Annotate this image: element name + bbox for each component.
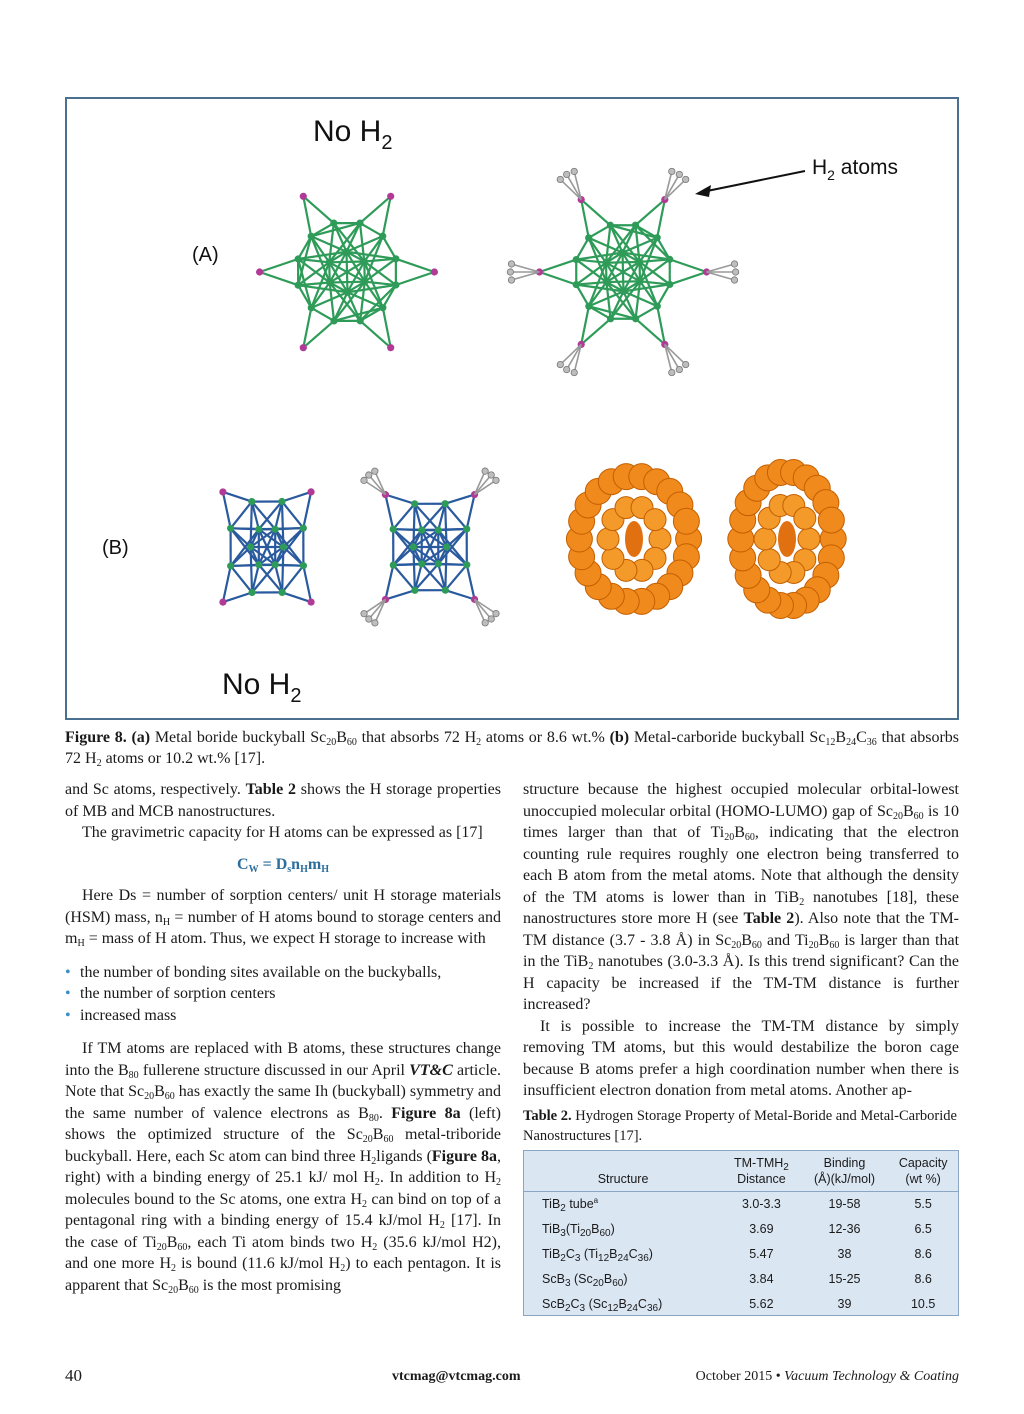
atom — [418, 527, 425, 534]
h2-atom — [508, 261, 514, 267]
h2-atom — [493, 477, 499, 483]
bond — [467, 495, 475, 529]
bond — [539, 272, 576, 285]
h2-bond — [707, 272, 735, 280]
atom — [607, 315, 614, 322]
homo-orbital-blob — [566, 464, 701, 615]
cell-binding: 19-58 — [828, 1196, 861, 1211]
atom — [308, 233, 315, 240]
panel-a-label: (A) — [192, 244, 219, 266]
atom — [326, 259, 333, 266]
h2-atom — [683, 361, 689, 367]
atom — [463, 525, 470, 532]
page-number: 40 — [65, 1366, 82, 1385]
header-capacity: Capacity (wt %) — [888, 1151, 958, 1191]
atom — [356, 220, 363, 227]
header-binding: Binding (Å)(kJ/mol) — [801, 1151, 889, 1191]
orbital-lobe — [794, 507, 816, 529]
atom — [392, 255, 399, 262]
atom — [411, 500, 418, 507]
atom — [390, 561, 397, 568]
atom — [603, 278, 610, 285]
atom — [387, 193, 394, 200]
no-h2-bottom-label: No $H_2$ — [222, 668, 302, 707]
bond — [385, 495, 393, 530]
h2-atom — [563, 171, 569, 177]
footer-bullet: • — [775, 1369, 781, 1384]
atom — [585, 234, 592, 241]
atom — [255, 561, 262, 568]
bond — [393, 529, 438, 530]
h2-arrow-line — [707, 171, 805, 191]
footer-date: October 2015 — [695, 1369, 773, 1384]
atom — [620, 288, 627, 295]
atom — [272, 526, 279, 533]
orbital-lobe — [602, 547, 624, 569]
bond — [396, 272, 435, 285]
h2-atom — [676, 366, 682, 372]
cell-binding: 39 — [837, 1296, 852, 1311]
atom — [654, 303, 661, 310]
bond — [251, 547, 252, 593]
header-distance: $TM-TMH_2$ Distance — [722, 1151, 801, 1191]
atom — [280, 543, 287, 550]
bond — [393, 504, 414, 529]
sc12b24c36-cage — [219, 488, 314, 605]
bond — [329, 261, 364, 262]
orbital-lobe — [649, 528, 671, 550]
atom — [435, 560, 442, 567]
orbital-lobe — [673, 508, 699, 534]
atom — [227, 562, 234, 569]
bond — [445, 504, 467, 529]
figure-8-illustration — [67, 99, 957, 718]
atom — [602, 259, 609, 266]
atom — [248, 498, 255, 505]
caption-b-label: (b) — [609, 729, 630, 746]
table-row — [524, 1291, 958, 1316]
atom — [666, 281, 673, 288]
atom — [632, 315, 639, 322]
bond — [311, 308, 334, 321]
h2-atom — [482, 468, 488, 474]
atom — [632, 222, 639, 229]
atom — [278, 498, 285, 505]
left-paragraph-3: Here Ds = number of sorption centers/ unit H storage materials (HSM) mass, $n_H$ = number of H atoms bound to storage centers and $m_H$ = mass of H atom. Thus, we expect H storage to increase with — [65, 887, 501, 949]
bond — [385, 565, 393, 599]
bond — [259, 565, 304, 566]
no-h2-top-label: No $H_2$ — [313, 115, 393, 154]
h2-atom — [571, 168, 577, 174]
sc20b60-cage — [256, 193, 438, 352]
panel-b-label: (B) — [102, 537, 129, 559]
cell-capacity: 5.5 — [914, 1196, 932, 1211]
right-paragraph-2: It is possible to increase the TM-TM distance by simply removing TM atoms, but this would destabilize the boron cage because B atoms prefer a high coordination number when there is insufficient electron donation from metal atoms. Another ap- — [523, 1017, 959, 1099]
atom — [300, 562, 307, 569]
bond — [445, 565, 466, 590]
atom — [330, 317, 337, 324]
cell-structure: ScB$_3$ $(Sc_{20}B_{60})$ — [542, 1271, 628, 1289]
h2-atom — [508, 277, 514, 283]
figure-8 — [65, 97, 959, 720]
bond — [422, 564, 467, 565]
atom — [255, 526, 262, 533]
bond — [467, 565, 475, 600]
table-row — [524, 1266, 958, 1291]
table-row — [524, 1216, 958, 1241]
table-caption-label: Table 2. — [523, 1107, 572, 1124]
orbital-lobe — [818, 507, 844, 533]
orbital-lobe — [798, 528, 820, 550]
atom — [573, 281, 580, 288]
left-paragraph-4: If TM atoms are replaced with B atoms, these structures change into the $B_{80}$ fullerene structure discussed in our April VT&C article. Note that $Sc_{20}B_{60}$ has exactly the same Ih (buckyball) symmetry and the same number of valence electrons as $B_{80}$. Figure 8a (left) shows the optimized structure of the $Sc_{20}B_{60}$ metal-triboride buckyball. Here, each Sc atom can bind three $H_2ligands$ (Figure 8a, right) with a binding energy of 25.1 kJ/ mol $H_2$. In addition to $H_2$ molecules bound to the Sc atoms, one extra $H_2$ can bind on top of a pentagonal ring with a binding energy of 15.4 kJ/mol $H_2$ [17]. In the case of $Ti_{20}B_{60}$, each Ti atom binds two $H_2$ (35.6 kJ/mol H2), and one more $H_2$ is bound (11.6 kJ/mol $H_2$) to each pentagon. It is apparent that $Sc_{20}B_{60}$ is the most promising — [65, 1040, 502, 1296]
atom — [619, 249, 626, 256]
bond — [231, 565, 259, 566]
orbital-lobe — [644, 509, 666, 531]
atom — [390, 526, 397, 533]
bond — [606, 262, 640, 263]
bond — [589, 225, 611, 238]
atom — [343, 248, 350, 255]
cell-binding: 12-36 — [828, 1221, 861, 1236]
h2-atom — [488, 616, 494, 622]
bond — [413, 547, 414, 590]
h2-atom — [669, 168, 675, 174]
h2-atom — [507, 269, 513, 275]
atom — [307, 488, 314, 495]
atom — [344, 289, 351, 296]
atom — [636, 258, 643, 265]
atom — [442, 500, 449, 507]
h2-atoms-label: $H_2$ atoms — [812, 156, 898, 183]
cell-binding: 15-25 — [828, 1271, 861, 1286]
cell-structure: $ScB_2C_3$ $(Sc_{12}B_{24}C_{36})$ — [542, 1296, 663, 1314]
h2-atom — [372, 620, 378, 626]
table-row — [524, 1191, 958, 1216]
atom — [279, 589, 286, 596]
cell-capacity: 8.6 — [914, 1246, 932, 1261]
atom — [443, 543, 450, 550]
bond — [396, 259, 435, 272]
caption-figure-label: Figure 8. — [65, 729, 127, 746]
h2-arrow-head — [695, 185, 711, 197]
bond — [445, 590, 474, 599]
header-structure: Structure — [524, 1151, 722, 1191]
h2-atom — [493, 610, 499, 616]
atom — [636, 278, 643, 285]
atom — [357, 317, 364, 324]
bullet-item: • the number of bonding sites available on the buckyballs, — [65, 962, 501, 984]
h2-atom — [669, 369, 675, 375]
h2-atom — [482, 620, 488, 626]
bond — [231, 528, 276, 529]
atom — [361, 278, 368, 285]
h2-bond — [511, 272, 539, 280]
atom — [295, 255, 302, 262]
orbital-core — [778, 521, 796, 557]
atom — [247, 543, 254, 550]
h2-bond — [511, 264, 539, 272]
atom — [256, 268, 263, 275]
atom — [307, 598, 314, 605]
bond — [231, 566, 252, 593]
sc20b60-h2-cage — [507, 168, 739, 376]
h2-atom — [366, 616, 372, 622]
orbital-lobe — [758, 549, 780, 571]
bond — [670, 272, 707, 284]
footer-publication — [696, 1369, 959, 1385]
atom — [411, 587, 418, 594]
h2-atom — [676, 171, 682, 177]
bond — [260, 259, 299, 272]
bond — [223, 566, 231, 602]
sc12b24c36-h2-cage — [361, 468, 499, 626]
cell-capacity: 6.5 — [914, 1221, 932, 1236]
bond — [303, 566, 311, 602]
atom — [308, 304, 315, 311]
bond — [438, 529, 466, 530]
atom — [392, 281, 399, 288]
atom — [330, 220, 337, 227]
cell-structure: $TiB_3(Ti_{20}B_{60})$ — [542, 1221, 615, 1239]
bond — [445, 495, 474, 504]
atom — [361, 258, 368, 265]
bond — [636, 306, 658, 319]
cell-distance: 5.62 — [749, 1296, 774, 1311]
atom — [300, 344, 307, 351]
cell-distance: 5.47 — [749, 1246, 774, 1261]
bond — [223, 593, 252, 603]
bond — [576, 285, 589, 307]
bond — [303, 492, 311, 528]
left-paragraph-2: The gravimetric capacity for H atoms can be expressed as [17] — [82, 824, 483, 841]
h2-atom — [557, 361, 563, 367]
hydrogen-storage-table — [523, 1150, 959, 1316]
h2-atom — [571, 369, 577, 375]
right-paragraph-1: structure because the highest occupied molecular orbital-lowest unoccupied molecular orbital (HOMO-LUMO) gap of $Sc_{20}B_{60}$ is 10 times larger than that of $Ti_{20}B_{60}$, indicating that the electron counting rule requires roughly one electron being transferred to each B atom from the metal atoms. Note that although the density of the TM atoms is lower than in TiB$_2$ nanotubes [18], these nanostructures store more H (see Table 2). Also note that the TM-TM distance (3.7 - 3.8 Å) in $Sc_{20}B_{60}$ and $Ti_{20}B_{60}$ is larger than that in the TiB$_2$ nanotubes (3.0-3.3 Å). Is this trend significant? Can the H capacity be increased if the TM-TM distance is further increased? — [523, 781, 960, 1013]
atom — [295, 282, 302, 289]
bond — [539, 260, 576, 272]
h2-atom — [732, 269, 738, 275]
cell-capacity: 10.5 — [910, 1296, 936, 1311]
cell-binding: 38 — [837, 1246, 852, 1261]
atom — [219, 488, 226, 495]
lumo-orbital-blob — [728, 459, 846, 618]
right-column — [523, 779, 959, 1146]
atom — [387, 344, 394, 351]
bond — [385, 590, 414, 599]
bond — [385, 495, 414, 504]
bond — [260, 272, 299, 285]
cell-structure: TiB$_2$ tube$^a$ — [542, 1196, 599, 1215]
atom — [300, 524, 307, 531]
orbital-lobe — [754, 528, 776, 550]
bond — [393, 564, 421, 565]
bond — [282, 566, 303, 593]
left-column — [65, 779, 501, 1296]
atom — [463, 561, 470, 568]
bullet-item: • increased mass — [65, 1005, 501, 1027]
bond — [282, 592, 311, 602]
atom — [219, 599, 226, 606]
atom — [418, 560, 425, 567]
orbital-core — [625, 521, 643, 557]
atom — [573, 256, 580, 263]
cell-structure: $TiB_2C_3$ $(Ti_{12}B_{24}C_{36})$ — [542, 1246, 653, 1264]
h2-atom — [372, 468, 378, 474]
table-caption — [523, 1106, 959, 1146]
atom — [227, 525, 234, 532]
h2-atom — [731, 261, 737, 267]
cell-capacity: 8.6 — [914, 1271, 932, 1286]
atom — [326, 279, 333, 286]
atom — [607, 222, 614, 229]
cell-distance: 3.84 — [749, 1271, 774, 1286]
atom — [379, 304, 386, 311]
atom — [300, 193, 307, 200]
atom — [585, 303, 592, 310]
h2-atom — [361, 477, 367, 483]
bond — [657, 284, 669, 306]
footer-email: vtcmag@vtcmag.com — [392, 1369, 521, 1384]
bond — [383, 236, 396, 259]
atom — [379, 233, 386, 240]
bond — [231, 502, 252, 529]
gravimetric-formula: $C_W = D_sn_Hm_H$ — [237, 855, 329, 875]
atom — [272, 561, 279, 568]
bond — [393, 565, 415, 590]
bond — [275, 528, 303, 529]
atom — [248, 589, 255, 596]
bond — [576, 238, 588, 260]
cell-distance: 3.69 — [749, 1221, 774, 1236]
bond — [223, 492, 252, 502]
h2-atom — [366, 472, 372, 478]
h2-atom — [557, 176, 563, 182]
bond — [223, 492, 231, 528]
left-paragraph-1: and Sc atoms, respectively. Table 2 shows the H storage properties of MB and MCB nanostructures. — [65, 781, 502, 820]
bond — [282, 492, 311, 502]
bond — [360, 223, 383, 236]
atom — [410, 543, 417, 550]
bond — [670, 259, 707, 272]
table-header-row — [524, 1151, 958, 1191]
atom — [442, 587, 449, 594]
figure-caption: Figure 8. (a) Metal boride buckyball $Sc_{20}B_{60}$ that absorbs 72 $H_2$ atoms or 8.6 wt.% (b) Metal-carboride buckyball $Sc_{12}B_{24}C_{36}$ that absorbs 72 $H_2$ atoms or 10.2 wt.% [17]. — [65, 729, 960, 769]
atom — [654, 234, 661, 241]
table-row — [524, 1241, 958, 1266]
h2-atom — [731, 277, 737, 283]
bullet-item: • the number of sorption centers — [65, 983, 501, 1005]
footer-publication-name: Vacuum Technology & Coating — [784, 1369, 959, 1384]
h2-atom — [488, 472, 494, 478]
bond — [282, 501, 303, 528]
h2-atom — [563, 366, 569, 372]
orbital-lobe — [597, 528, 619, 550]
atom — [431, 268, 438, 275]
h2-atom — [683, 176, 689, 182]
bullet-list — [65, 962, 501, 1027]
cell-distance: 3.0-3.3 — [741, 1196, 781, 1211]
atom — [666, 256, 673, 263]
h2-bond — [707, 264, 735, 272]
caption-a-label: (a) — [131, 729, 151, 746]
atom — [435, 527, 442, 534]
table-caption-text: Hydrogen Storage Property of Metal-Boride and Metal-Carboride Nanostructures [17]. — [523, 1107, 957, 1144]
h2-atom — [361, 610, 367, 616]
